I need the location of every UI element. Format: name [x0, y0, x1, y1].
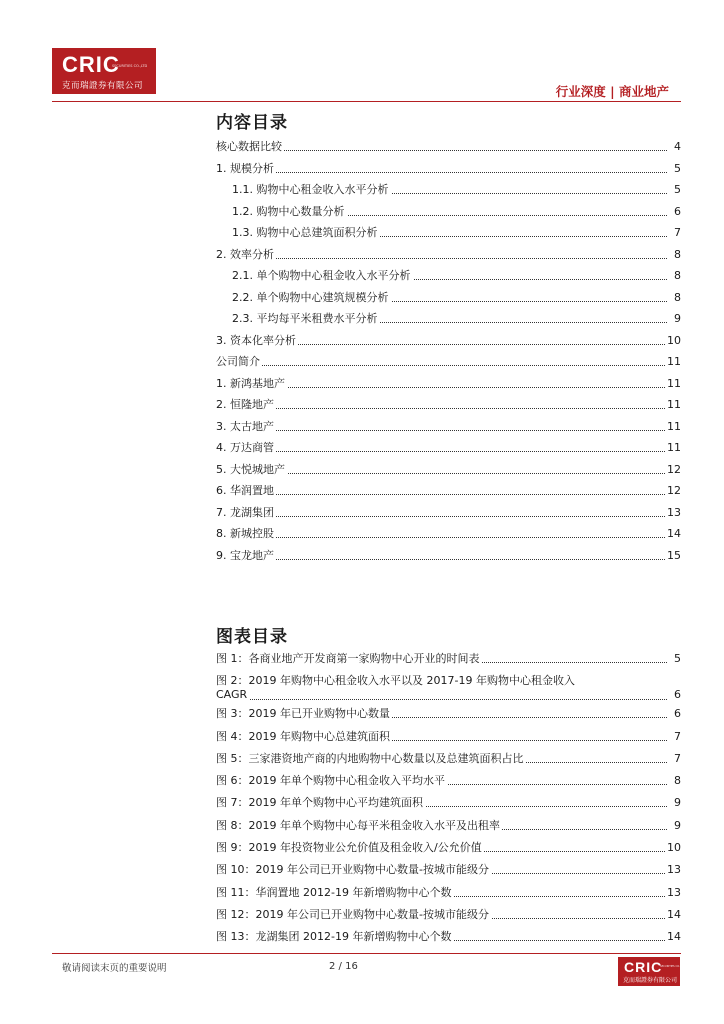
toc-entry[interactable]: 8. 新城控股 14	[216, 523, 681, 545]
toc-entry[interactable]: 2.2. 单个购物中心建筑规模分析 8	[216, 287, 681, 309]
toc-list	[216, 136, 681, 566]
logo-company-name: 克而瑞證券有限公司	[62, 81, 144, 91]
footer-notice: 敬请阅读末页的重要说明	[62, 963, 167, 974]
figure-entry[interactable]: 图 12：2019 年公司已开业购物中心数量-按城市能级分 14	[216, 904, 681, 926]
toc-entry[interactable]: 1.2. 购物中心数量分析 6	[216, 201, 681, 223]
toc-entry[interactable]: 5. 大悦城地产 12	[216, 459, 681, 481]
figure-entry[interactable]: 图 3：2019 年已开业购物中心数量 6	[216, 703, 681, 725]
figures-title: 图表目录	[216, 627, 288, 647]
toc-entry[interactable]: 1.3. 购物中心总建筑面积分析 7	[216, 222, 681, 244]
figure-entry[interactable]: 图 6：2019 年单个购物中心租金收入平均水平 8	[216, 770, 681, 792]
figures-list	[216, 648, 681, 949]
figure-entry[interactable]: 图 8：2019 年单个购物中心每平米租金收入水平及出租率 9	[216, 815, 681, 837]
toc-title: 内容目录	[216, 113, 288, 133]
footer-logo-tagline: SECURITIES CO.,LTD	[660, 965, 686, 968]
logo-mark: CRIC	[62, 52, 120, 77]
toc-entry[interactable]: 2. 恒隆地产 11	[216, 394, 681, 416]
toc-entry[interactable]: 2. 效率分析 8	[216, 244, 681, 266]
toc-entry[interactable]: 2.3. 平均每平米租费水平分析 9	[216, 308, 681, 330]
toc-entry[interactable]: 1. 新鸿基地产 11	[216, 373, 681, 395]
toc-entry[interactable]: 6. 华润置地 12	[216, 480, 681, 502]
footer-logo	[618, 957, 686, 986]
section-label: 行业深度 | 商业地产	[555, 84, 669, 99]
figure-entry[interactable]: 图 2：2019 年购物中心租金收入水平以及 2017-19 年购物中心租金收入 CAGR 6	[216, 674, 681, 702]
toc-entry[interactable]: 公司简介 11	[216, 351, 681, 373]
company-logo	[52, 48, 156, 94]
figure-entry[interactable]: 图 10：2019 年公司已开业购物中心数量-按城市能级分 13	[216, 859, 681, 881]
logo-tagline: SECURITIES CO.,LTD	[112, 64, 148, 68]
page-number: 2 / 16	[329, 961, 358, 972]
figure-entry[interactable]: 图 13：龙湖集团 2012-19 年新增购物中心个数 14	[216, 926, 681, 948]
toc-entry[interactable]: 7. 龙湖集团 13	[216, 502, 681, 524]
toc-entry[interactable]: 1.1. 购物中心租金收入水平分析 5	[216, 179, 681, 201]
toc-entry[interactable]: 3. 太古地产 11	[216, 416, 681, 438]
footer-logo-mark: CRIC	[624, 959, 663, 975]
footer-divider	[52, 953, 681, 954]
figure-entry[interactable]: 图 7：2019 年单个购物中心平均建筑面积 9	[216, 792, 681, 814]
figure-entry[interactable]: 图 4：2019 年购物中心总建筑面积 7	[216, 726, 681, 748]
toc-entry[interactable]: 1. 规模分析 5	[216, 158, 681, 180]
toc-entry[interactable]: 核心数据比较 4	[216, 136, 681, 158]
header-divider	[52, 101, 681, 102]
figure-entry[interactable]: 图 1：各商业地产开发商第一家购物中心开业的时间表 5	[216, 648, 681, 670]
figure-entry[interactable]: 图 9：2019 年投资物业公允价值及租金收入/公允价值 10	[216, 837, 681, 859]
figure-entry[interactable]: 图 11：华润置地 2012-19 年新增购物中心个数 13	[216, 882, 681, 904]
toc-entry[interactable]: 9. 宝龙地产 15	[216, 545, 681, 567]
toc-entry[interactable]: 2.1. 单个购物中心租金收入水平分析 8	[216, 265, 681, 287]
figure-entry[interactable]: 图 5：三家港资地产商的内地购物中心数量以及总建筑面积占比 7	[216, 748, 681, 770]
toc-entry[interactable]: 3. 资本化率分析 10	[216, 330, 681, 352]
footer-logo-company-name: 克而瑞證券有限公司	[623, 977, 678, 984]
toc-entry[interactable]: 4. 万达商管 11	[216, 437, 681, 459]
